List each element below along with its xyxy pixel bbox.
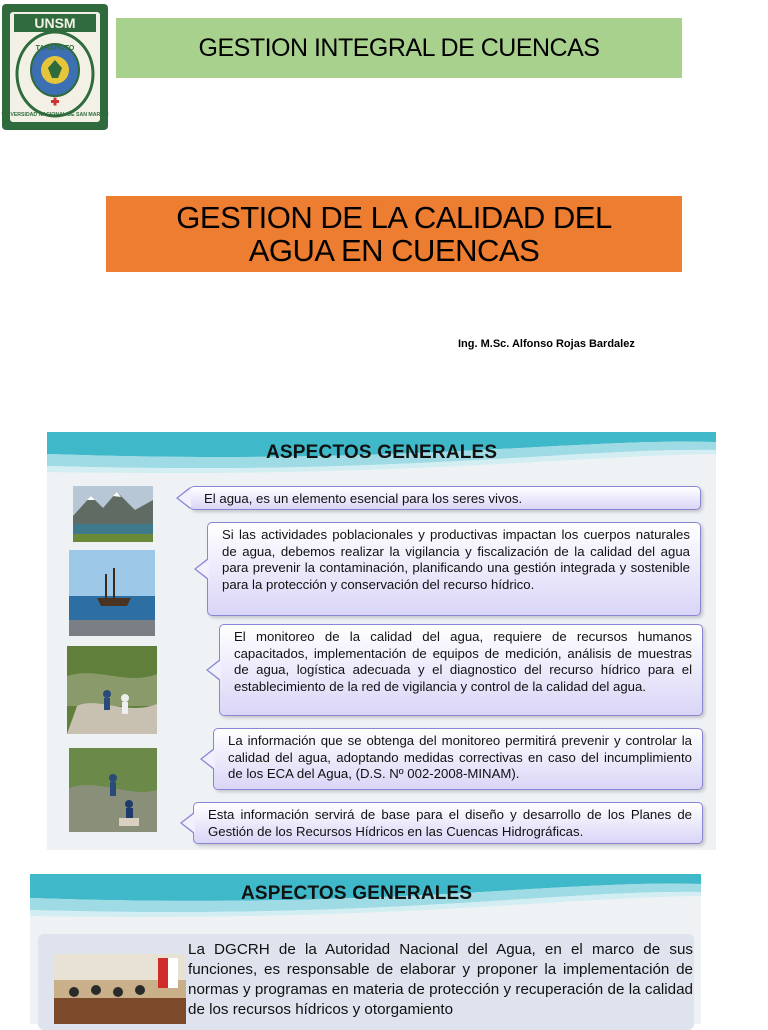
slide-aspectos-generales-1 bbox=[47, 432, 716, 850]
author-name: Ing. M.Sc. Alfonso Rojas Bardalez bbox=[458, 338, 635, 350]
course-title: GESTION INTEGRAL DE CUENCAS bbox=[198, 33, 600, 62]
mountain-lake-photo bbox=[73, 486, 153, 542]
meeting-photo bbox=[54, 954, 186, 1024]
logo-ring-text: UNIVERSIDAD NACIONAL DE SAN MARTIN bbox=[1, 112, 109, 118]
aspect-point-3: El monitoreo de la calidad del agua, requiere de recursos humanos capacitados, implementación de equipos de medición, análisis de muestras de agua, logística adecuada y el diagnostico del recurso hídrico para el establecimiento de la red de vigilancia y control de la calidad del agua. bbox=[219, 624, 703, 716]
course-title-banner bbox=[116, 18, 682, 78]
university-logo bbox=[2, 4, 108, 130]
presentation-title-banner bbox=[106, 196, 682, 272]
university-seal-icon bbox=[1, 12, 109, 122]
presentation-title: GESTION DE LA CALIDAD DEL AGUA EN CUENCAS bbox=[176, 200, 612, 268]
aspect-point-1: El agua, es un elemento esencial para los seres vivos. bbox=[189, 486, 701, 510]
slide-title: ASPECTOS GENERALES bbox=[266, 442, 498, 463]
water-monitoring-photo bbox=[69, 748, 157, 832]
aspect-point-5: Esta información servirá de base para el diseño y desarrollo de los Planes de Gestión de los Recursos Hídricos en las Cuencas Hidrográficas. bbox=[193, 802, 703, 844]
slide-aspectos-generales-2 bbox=[30, 874, 701, 1024]
seal-city: TARAPOTO bbox=[35, 45, 75, 52]
field-sampling-photo bbox=[67, 646, 157, 734]
aspect-point-2: Si las actividades poblacionales y productivas impactan los cuerpos naturales de agua, debemos realizar la vigilancia y fiscalización de la calidad del agua para prevenir la contaminación, planificando una gestión integrada y sostenible para la protección y conservación del recurso hídrico. bbox=[207, 522, 701, 616]
slide-title: ASPECTOS GENERALES bbox=[241, 883, 473, 904]
slide2-body-text: La DGCRH de la Autoridad Nacional del Agua, en el marco de sus funciones, es responsable de elaborar y proponer la implementación de normas y programas en materia de protección y recuperación de la calidad de los recursos hídricos y otorgamiento bbox=[188, 941, 693, 1018]
boat-harbor-photo bbox=[69, 550, 155, 636]
logo-abbrev: UNSM bbox=[34, 15, 76, 31]
aspect-point-4: La información que se obtenga del monitoreo permitirá prevenir y controlar la calidad del agua, adoptando medidas correctivas en caso del incumplimiento de los ECA del Agua, (D.S. Nº 002-2008-MINAM). bbox=[213, 728, 703, 790]
